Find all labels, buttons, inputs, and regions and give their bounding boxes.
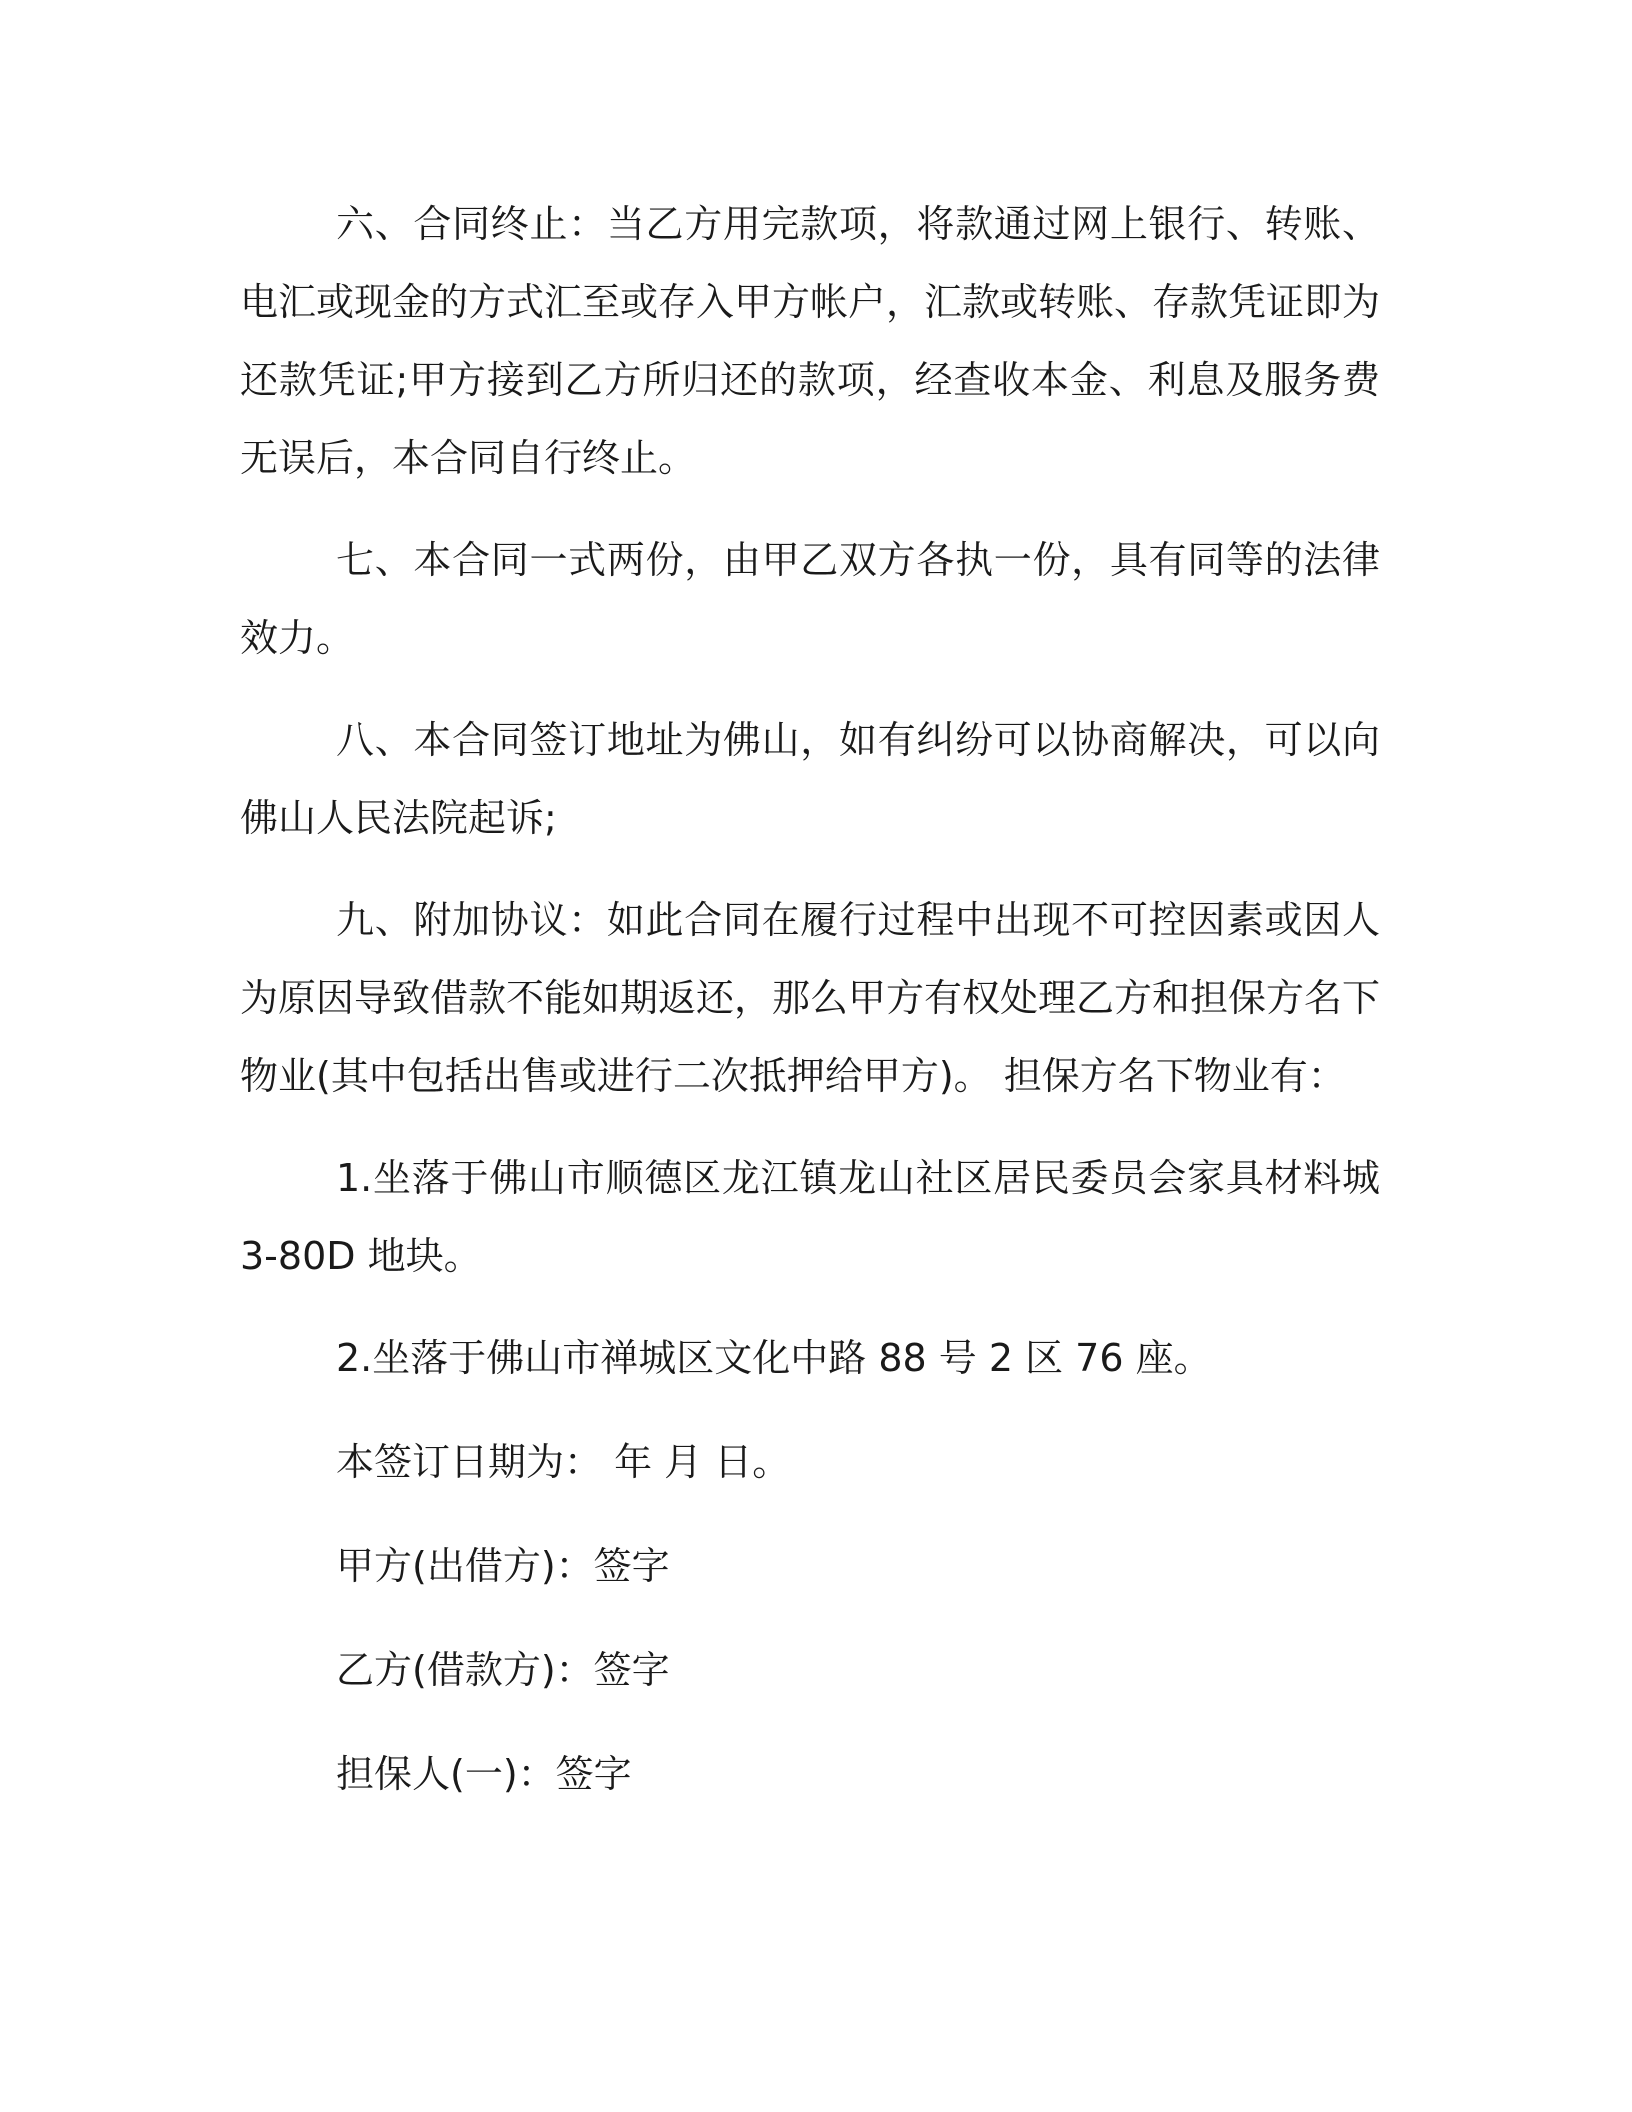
guarantor-1-signature: 担保人(一)：签字 — [336, 1752, 632, 1796]
party-a-signature: 甲方(出借方)：签字 — [336, 1544, 670, 1588]
property-item-2: 2.坐落于佛山市禅城区文化中路 88 号 2 区 76 座。 — [336, 1336, 1212, 1380]
clause-copies: 七、本合同一式两份，由甲乙双方各执一份，具有同等的法律效力。 — [240, 538, 1380, 660]
property-item-1: 1.坐落于佛山市顺德区龙江镇龙山社区居民委员会家具材料城 3-80D 地块。 — [240, 1156, 1380, 1278]
party-b-signature: 乙方(借款方)：签字 — [336, 1648, 670, 1692]
clause-termination: 六、合同终止：当乙方用完款项，将款通过网上银行、转账、电汇或现金的方式汇至或存入甲方帐户，汇款或转账、存款凭证即为还款凭证;甲方接到乙方所归还的款项，经查收本金、利息及服务费无误后，本合同自行终止。 — [240, 202, 1381, 480]
signing-date: 本签订日期为： 年 月 日。 — [336, 1440, 791, 1484]
document-body — [240, 185, 1380, 1839]
clause-additional-agreement: 九、附加协议：如此合同在履行过程中出现不可控因素或因人为原因导致借款不能如期返还，那么甲方有权处理乙方和担保方名下物业(其中包括出售或进行二次抵押给甲方)。 担保方名下物业有： — [240, 898, 1381, 1098]
clause-jurisdiction: 八、本合同签订地址为佛山，如有纠纷可以协商解决，可以向佛山人民法院起诉; — [240, 718, 1380, 840]
